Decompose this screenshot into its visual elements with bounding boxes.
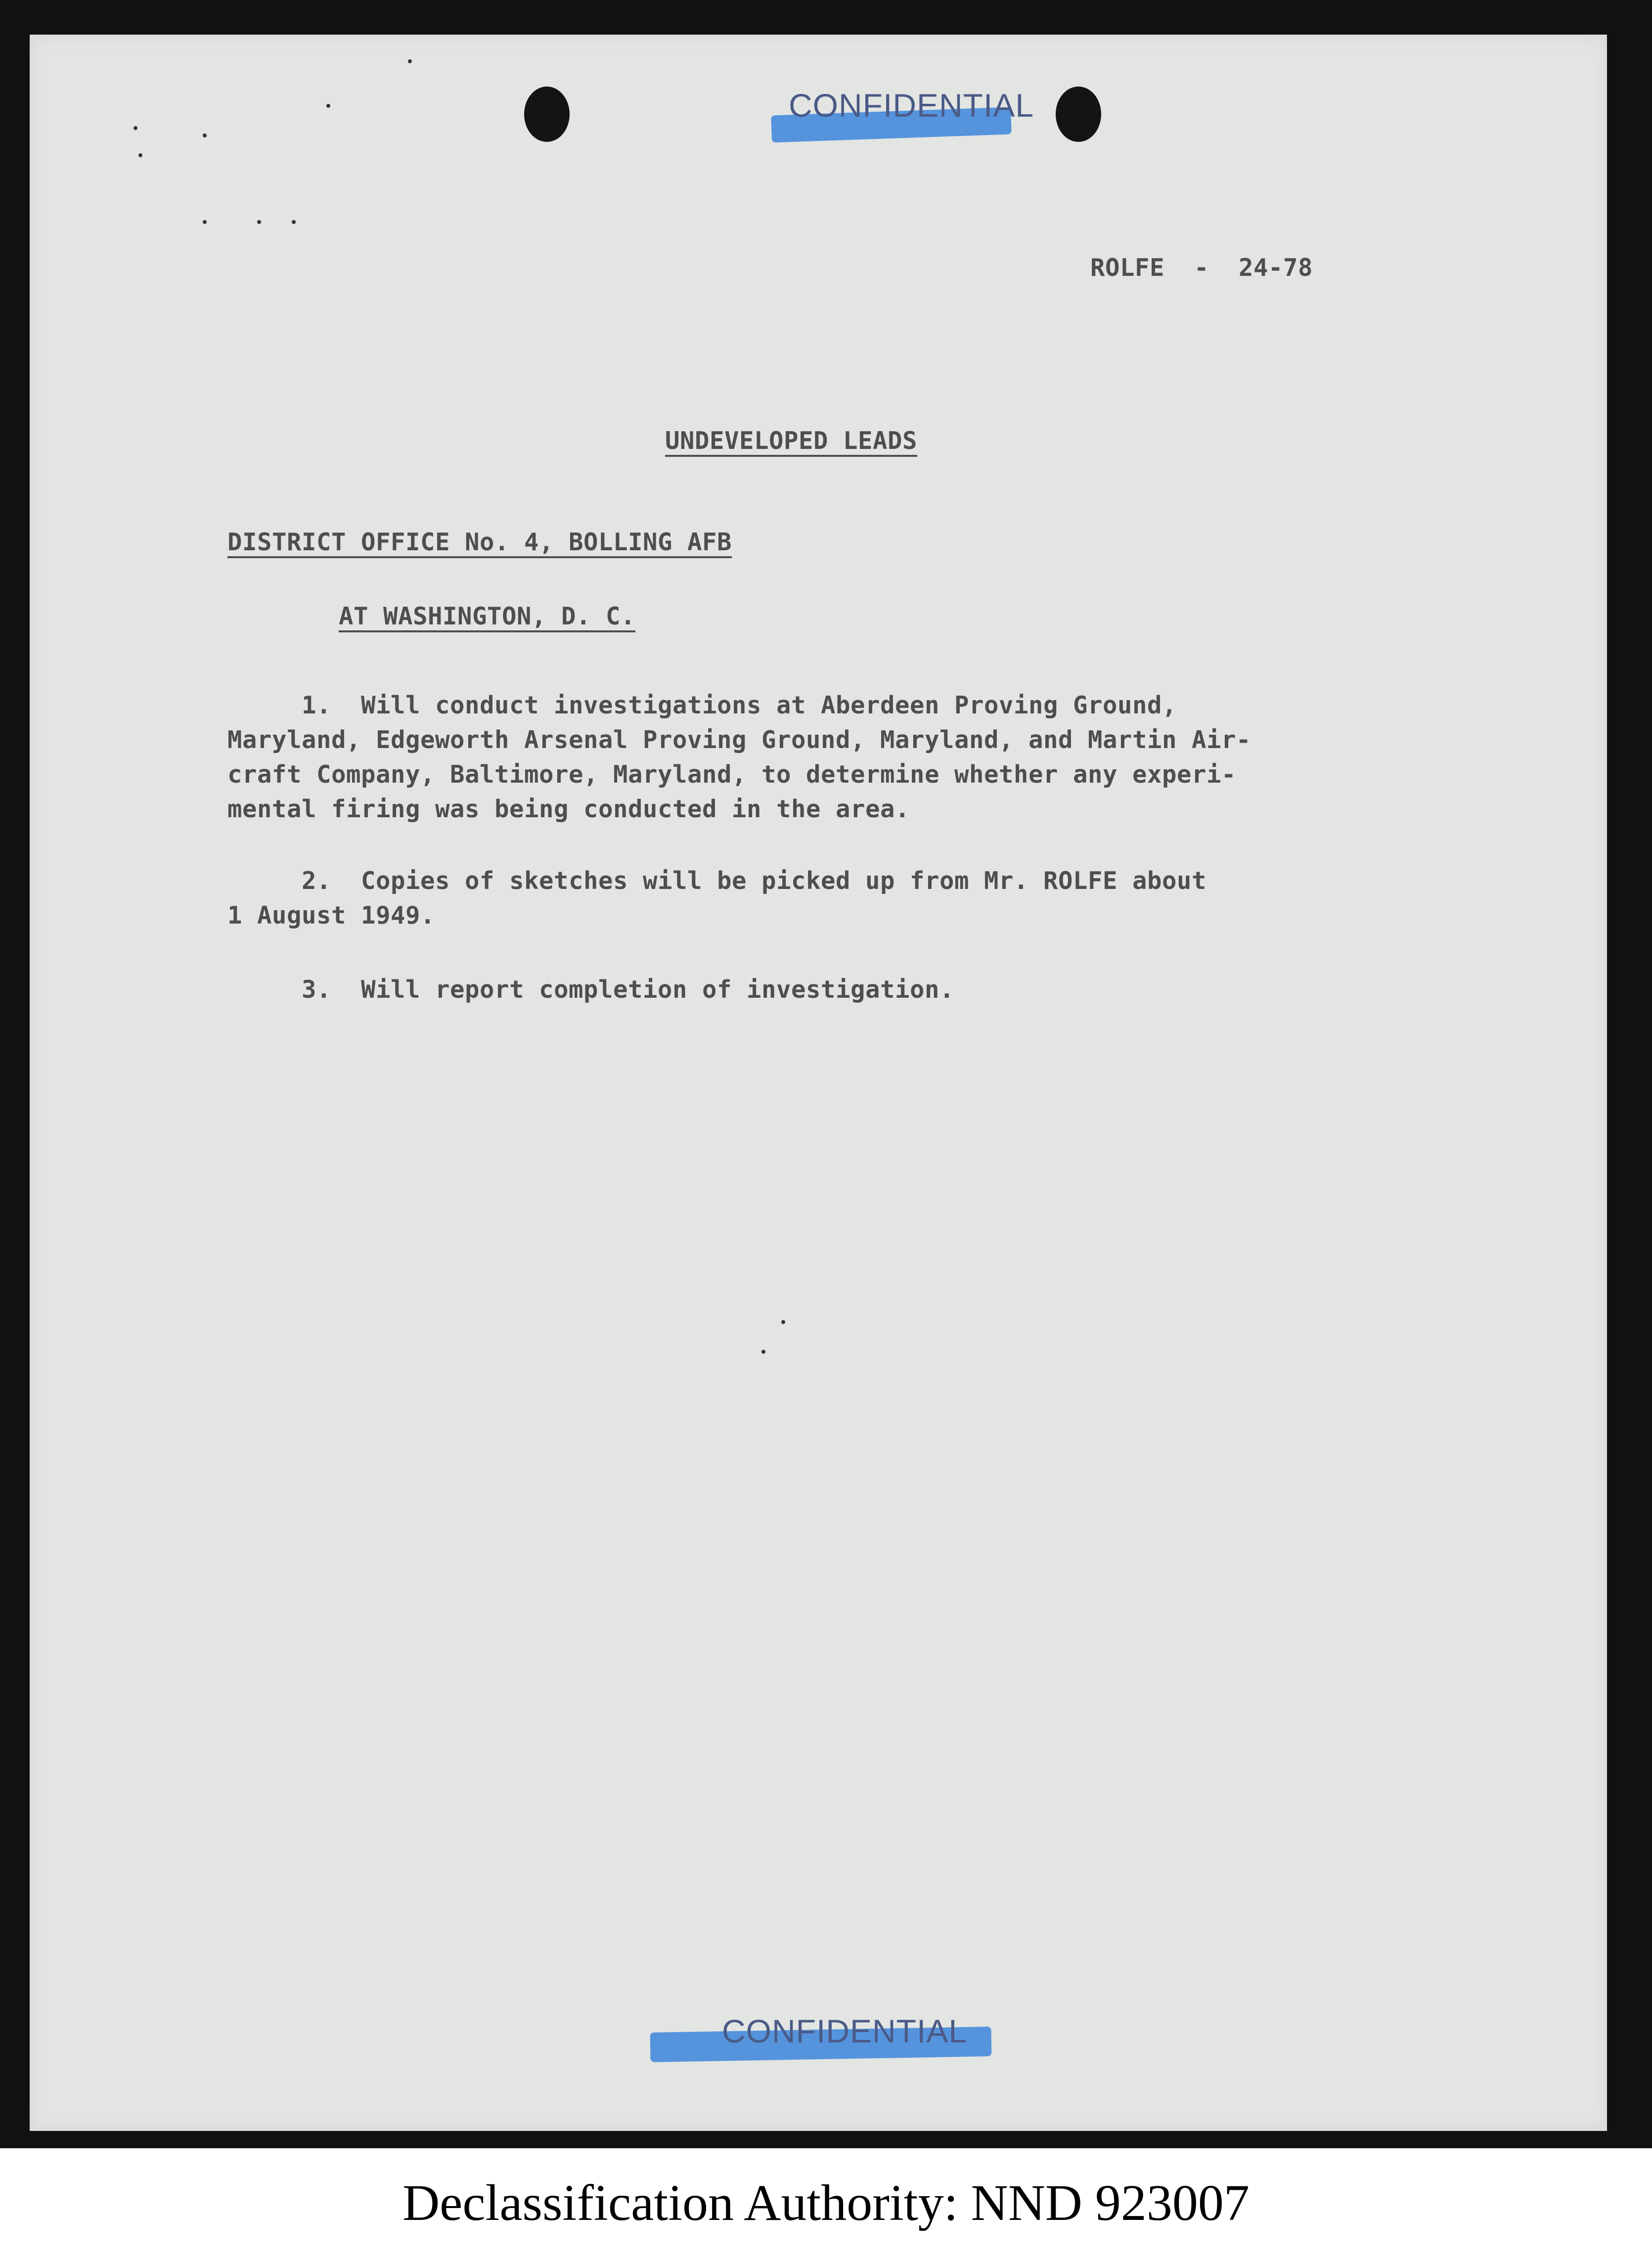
confidential-stamp-top: CONFIDENTIAL	[789, 87, 1034, 124]
scan-speck	[203, 220, 207, 224]
declassification-footer: Declassification Authority: NND 923007	[402, 2174, 1250, 2231]
scan-speck	[292, 220, 296, 224]
paragraph-line: Maryland, Edgeworth Arsenal Proving Ground, Maryland, and Martin Air-	[227, 726, 1251, 754]
punch-hole-right	[1056, 87, 1101, 142]
scan-speck	[761, 1350, 765, 1354]
confidential-stamp-bottom: CONFIDENTIAL	[722, 2013, 968, 2049]
scan-speck	[257, 220, 261, 224]
location-heading: AT WASHINGTON, D. C.	[339, 602, 636, 630]
paragraph-line: craft Company, Baltimore, Maryland, to determine whether any experi-	[227, 760, 1237, 789]
scan-speck	[326, 104, 330, 108]
office-heading: DISTRICT OFFICE No. 4, BOLLING AFB	[227, 528, 732, 556]
paragraph-line: 1. Will conduct investigations at Aberdeen Proving Ground,	[227, 691, 1177, 719]
scan-speck	[138, 153, 142, 157]
scan-speck	[781, 1320, 785, 1324]
paragraph-line: mental firing was being conducted in the area.	[227, 795, 910, 823]
document-title: UNDEVELOPED LEADS	[665, 427, 918, 455]
scan-speck	[408, 59, 412, 63]
file-reference: ROLFE - 24-78	[1090, 254, 1313, 282]
paragraph-line: 1 August 1949.	[227, 901, 436, 929]
punch-hole-left	[524, 87, 570, 142]
scan-speck	[134, 126, 137, 130]
document-page	[30, 35, 1607, 2131]
scan-speck	[203, 133, 207, 137]
paragraph-line: 2. Copies of sketches will be picked up from Mr. ROLFE about	[227, 867, 1207, 895]
paragraph-line: 3. Will report completion of investigation.	[227, 975, 955, 1004]
